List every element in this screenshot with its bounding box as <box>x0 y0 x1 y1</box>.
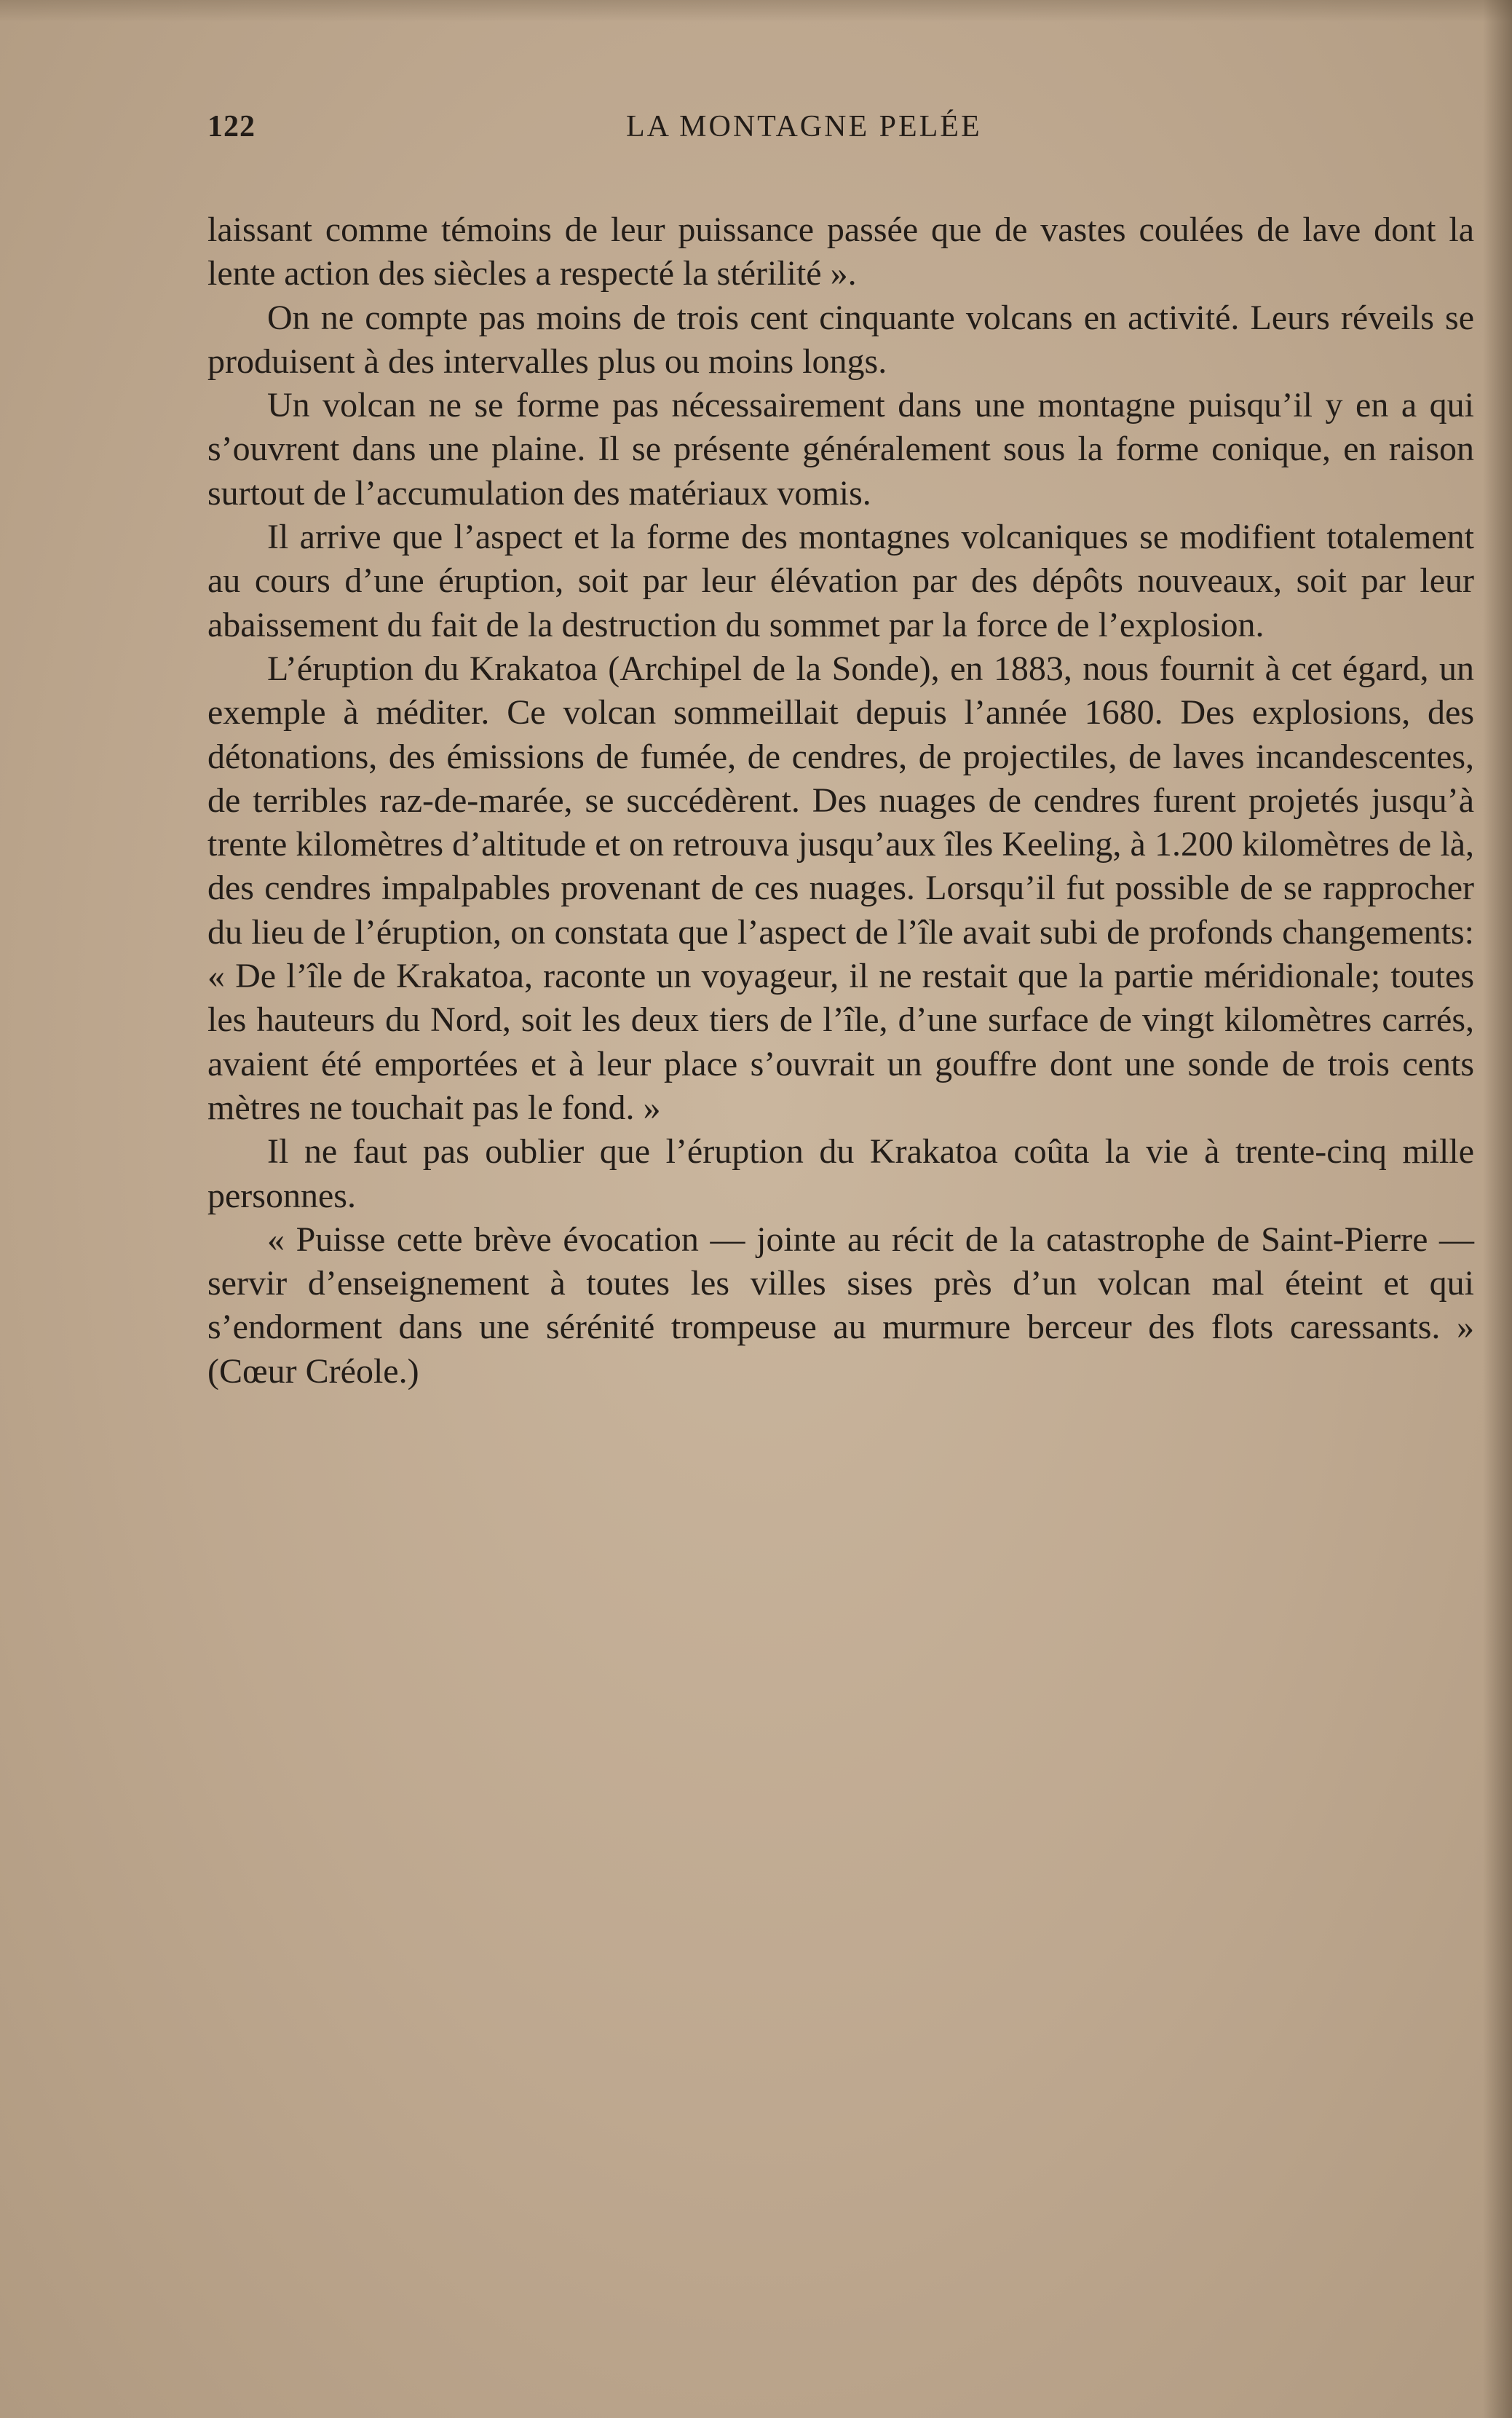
body-text <box>207 208 1474 1394</box>
paragraph-5: L’éruption du Krakatoa (Archipel de la Sonde), en 1883, nous fournit à cet égard, un exemple à méditer. Ce volcan sommeillait depuis l’année 1680. Des explosions, des détonations, des émissions de fumée, de cendres, de projectiles, de laves incandescentes, de terribles raz-de-marée, se succédèrent. Des nuages de cendres furent projetés jusqu’à trente kilomètres d’altitude et on retrouva jusqu’aux îles Keeling, à 1.200 kilomètres de là, des cendres impalpables provenant de ces nuages. Lorsqu’il fut possible de se rapprocher du lieu de l’éruption, on constata que l’aspect de l’île avait subi de profonds changements: « De l’île de Krakatoa, raconte un voyageur, il ne restait que la partie méridionale; toutes les hauteurs du Nord, soit les deux tiers de l’île, d’une surface de vingt kilomètres carrés, avaient été emportées et à leur place s’ouvrait un gouffre dont une sonde de trois cents mètres ne touchait pas le fond. » <box>207 649 1474 1127</box>
paragraph-1: laissant comme témoins de leur puissance passée que de vastes coulées de lave dont la lente action des siècles a respecté la stérilité ». <box>207 210 1474 293</box>
paragraph-6: Il ne faut pas oublier que l’éruption du Krakatoa coûta la vie à trente-cinq mille personnes. <box>207 1132 1474 1215</box>
running-title: LA MONTAGNE PELÉE <box>626 110 982 143</box>
page-number: 122 <box>207 110 256 143</box>
paragraph-4: Il arrive que l’aspect et la forme des montagnes volcaniques se modifient totalement au cours d’une éruption, soit par leur élévation par des dépôts nouveaux, soit par leur abaissement du fait de la destruction du sommet par la force de l’explosion. <box>207 518 1474 644</box>
page-shadow-top <box>0 0 1512 22</box>
running-head <box>207 109 1474 160</box>
paragraph-2: On ne compte pas moins de trois cent cinquante volcans en activité. Leurs réveils se produisent à des intervalles plus ou moins longs. <box>207 298 1474 381</box>
paragraph-7: « Puisse cette brève évocation — jointe au récit de la catastrophe de Saint-Pierre — servir d’enseignement à toutes les villes sises près d’un volcan mal éteint et qui s’endorment dans une sérénité trompeuse au murmure berceur des flots caressants. » (Cœur Créole.) <box>207 1220 1474 1391</box>
paragraph-3: Un volcan ne se forme pas nécessairement dans une montagne puisqu’il y en a qui s’ouvrent dans une plaine. Il se présente généralement sous la forme conique, en raison surtout de l’accumulation des matériaux vomis. <box>207 386 1474 513</box>
page-edge-shadow <box>1483 0 1512 2418</box>
